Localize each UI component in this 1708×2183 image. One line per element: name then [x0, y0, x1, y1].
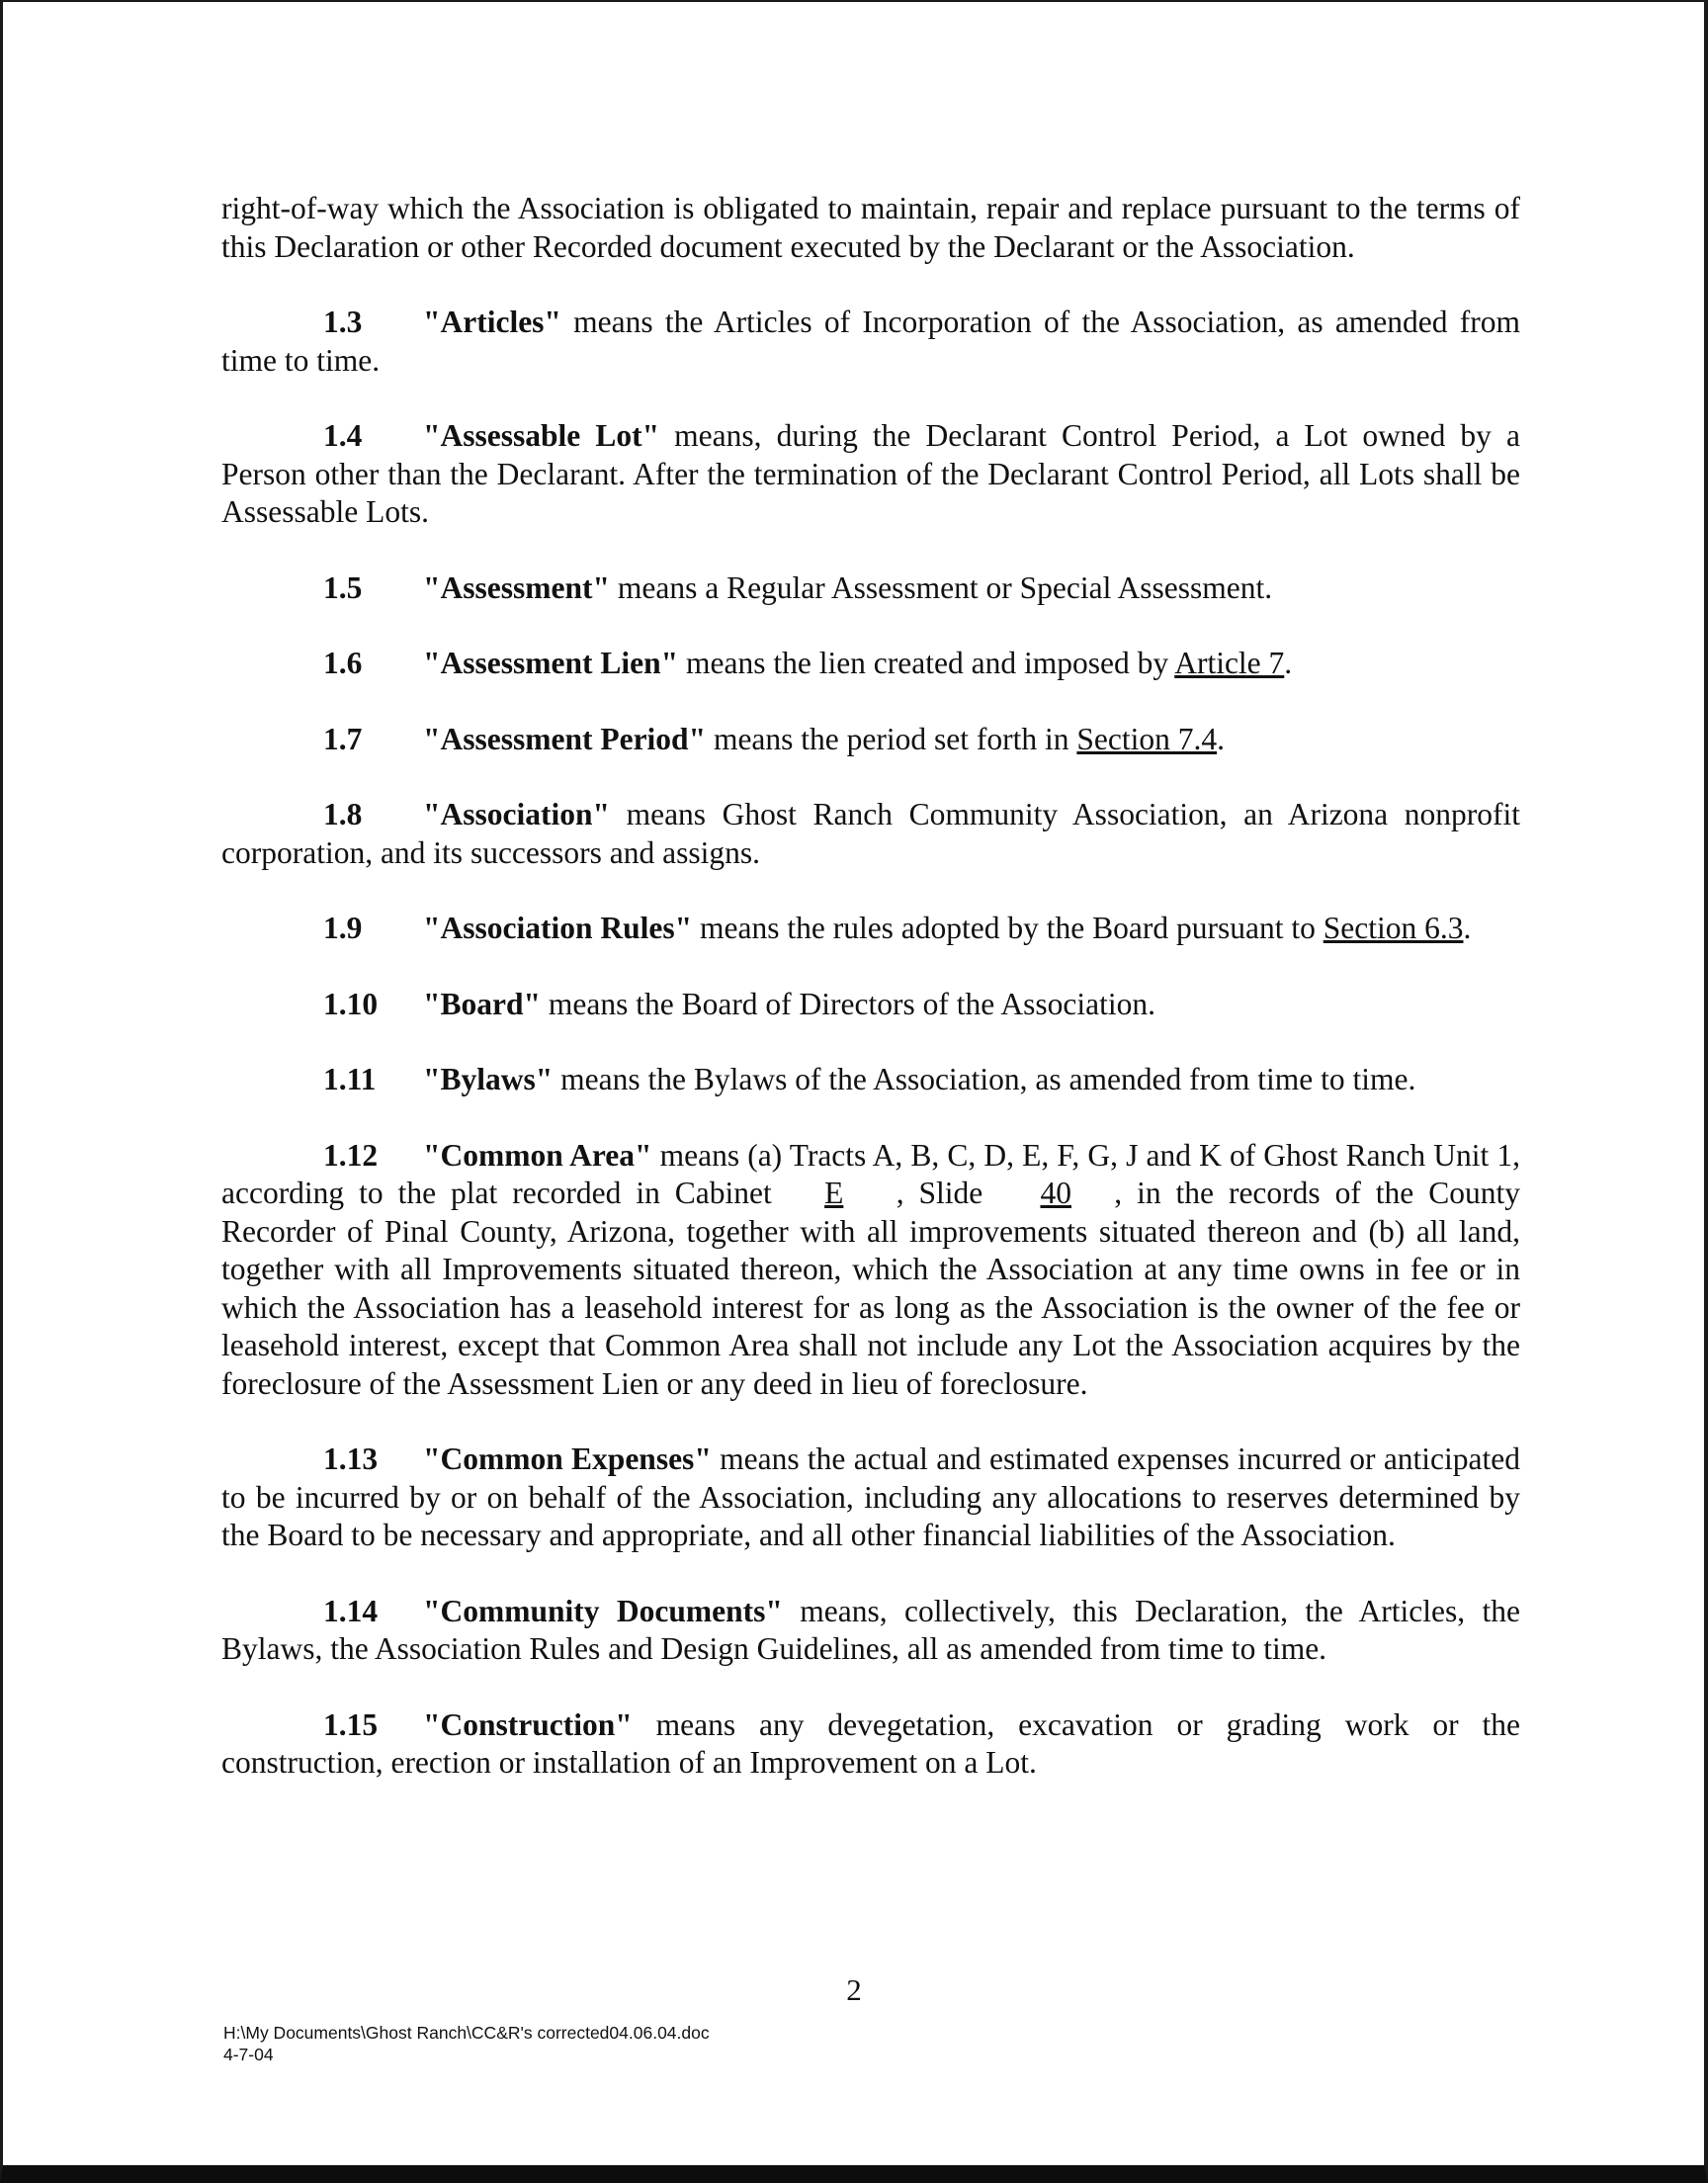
defined-term: "Construction"	[423, 1706, 633, 1742]
definition-1-14	[221, 1593, 1520, 1669]
definition-text-end: .	[1463, 911, 1472, 945]
definition-text: means the Board of Directors of the Association.	[541, 986, 1155, 1021]
defined-term: "Assessment"	[423, 569, 610, 605]
defined-term: "Assessment Lien"	[423, 646, 679, 680]
slide-blank: 40	[1040, 1176, 1071, 1210]
defined-term: "Assessment Period"	[423, 721, 707, 756]
definition-text: means the period set forth in	[706, 721, 1077, 756]
definition-text: means the actual and estimated expenses incurred or anticipated to be incurred by or on behalf of the Association, including any allocations to reserves determined by the Board to be necessary and appropriate, and all other financial liabilities of the Association.	[221, 1441, 1521, 1552]
section-number: 1.6	[323, 646, 363, 680]
cabinet-blank: E	[824, 1176, 844, 1210]
definition-1-7	[221, 721, 1520, 759]
section-number: 1.11	[323, 1062, 377, 1096]
defined-term: "Association Rules"	[423, 911, 693, 945]
definition-1-10	[221, 986, 1520, 1024]
defined-term: "Common Area"	[423, 1137, 652, 1173]
page-number: 2	[846, 1972, 862, 2007]
defined-term: "Bylaws"	[423, 1062, 554, 1096]
definition-1-9	[221, 910, 1520, 948]
definition-text: means Ghost Ranch Community Association, an Arizona nonprofit corporation, and its successors and assigns.	[221, 797, 1520, 870]
section-number: 1.5	[323, 569, 363, 605]
definition-1-8	[221, 796, 1520, 872]
definition-1-13	[221, 1441, 1520, 1555]
definition-text-end: .	[1217, 721, 1225, 756]
definition-text: means, during the Declarant Control Period, a Lot owned by a Person other than the Declarant. After the termination of the Declarant Control Period, all Lots shall be Assessable Lots.	[221, 418, 1520, 529]
definition-text: means, collectively, this Declaration, the Articles, the Bylaws, the Association Rules and Design Guidelines, all as amended from time to time.	[221, 1593, 1520, 1666]
definition-text: means the Bylaws of the Association, as amended from time to time.	[553, 1062, 1416, 1096]
section-reference: Section 7.4	[1076, 721, 1218, 756]
section-number: 1.7	[323, 721, 363, 756]
continuation-paragraph: right-of-way which the Association is obligated to maintain, repair and replace pursuant to the terms of this Declaration or other Recorded document executed by the Declarant or the Association.	[221, 191, 1520, 264]
definition-1-6	[221, 645, 1520, 683]
definition-text: means a Regular Assessment or Special Assessment.	[609, 569, 1273, 605]
section-number: 1.10	[323, 986, 379, 1021]
section-number: 1.8	[323, 797, 363, 831]
defined-term: "Articles"	[423, 305, 561, 339]
section-number: 1.13	[323, 1441, 379, 1476]
definition-text: means (a) Tracts A, B, C, D, E, F, G, J and K of Ghost Ranch Unit 1, according to the plat recorded in Cabinet	[221, 1137, 1520, 1210]
definition-1-4	[221, 417, 1520, 532]
defined-term: "Assessable Lot"	[423, 418, 660, 453]
document-body	[221, 190, 1520, 1783]
section-number: 1.14	[323, 1593, 379, 1628]
section-number: 1.12	[323, 1137, 379, 1173]
definition-1-11	[221, 1061, 1520, 1099]
section-number: 1.3	[323, 305, 363, 339]
defined-term: "Association"	[423, 797, 610, 831]
section-number: 1.9	[323, 911, 363, 945]
definition-text-rest: , in the records of the County Recorder of Pinal County, Arizona, together with all improvements situated thereon and (b) all land, together with all Improvements situated thereon, which the Association at any time owns in fee or in which the Association has a leasehold interest for as long as the Association is the owner of the fee or leasehold interest, except that Common Area shall not include any Lot the Association acquires by the foreclosure of the Assessment Lien or any deed in lieu of foreclosure.	[221, 1176, 1520, 1401]
definition-text-end: .	[1284, 646, 1293, 680]
section-reference: Section 6.3	[1323, 911, 1464, 945]
definition-text: means the lien created and imposed by	[678, 646, 1175, 680]
section-number: 1.15	[323, 1706, 379, 1742]
defined-term: "Common Expenses"	[423, 1441, 712, 1476]
file-path: H:\My Documents\Ghost Ranch\CC&R's corrected04.06.04.doc	[223, 2023, 710, 2043]
definition-1-15	[221, 1706, 1520, 1783]
definition-text: means the rules adopted by the Board pursuant to	[692, 911, 1324, 945]
definition-text: means the Articles of Incorporation of the Association, as amended from time to time.	[221, 305, 1520, 378]
definition-text-mid: , Slide	[881, 1176, 998, 1210]
defined-term: "Community Documents"	[423, 1593, 783, 1628]
defined-term: "Board"	[423, 986, 541, 1021]
definition-1-12	[221, 1137, 1520, 1404]
document-footer	[223, 2022, 710, 2065]
definition-1-5	[221, 569, 1520, 608]
article-reference: Article 7	[1174, 646, 1285, 680]
definition-text: means any devegetation, excavation or grading work or the construction, erection or installation of an Improvement on a Lot.	[221, 1706, 1520, 1780]
footer-date: 4-7-04	[223, 2045, 274, 2064]
definition-1-3	[221, 304, 1520, 380]
section-number: 1.4	[323, 418, 363, 453]
